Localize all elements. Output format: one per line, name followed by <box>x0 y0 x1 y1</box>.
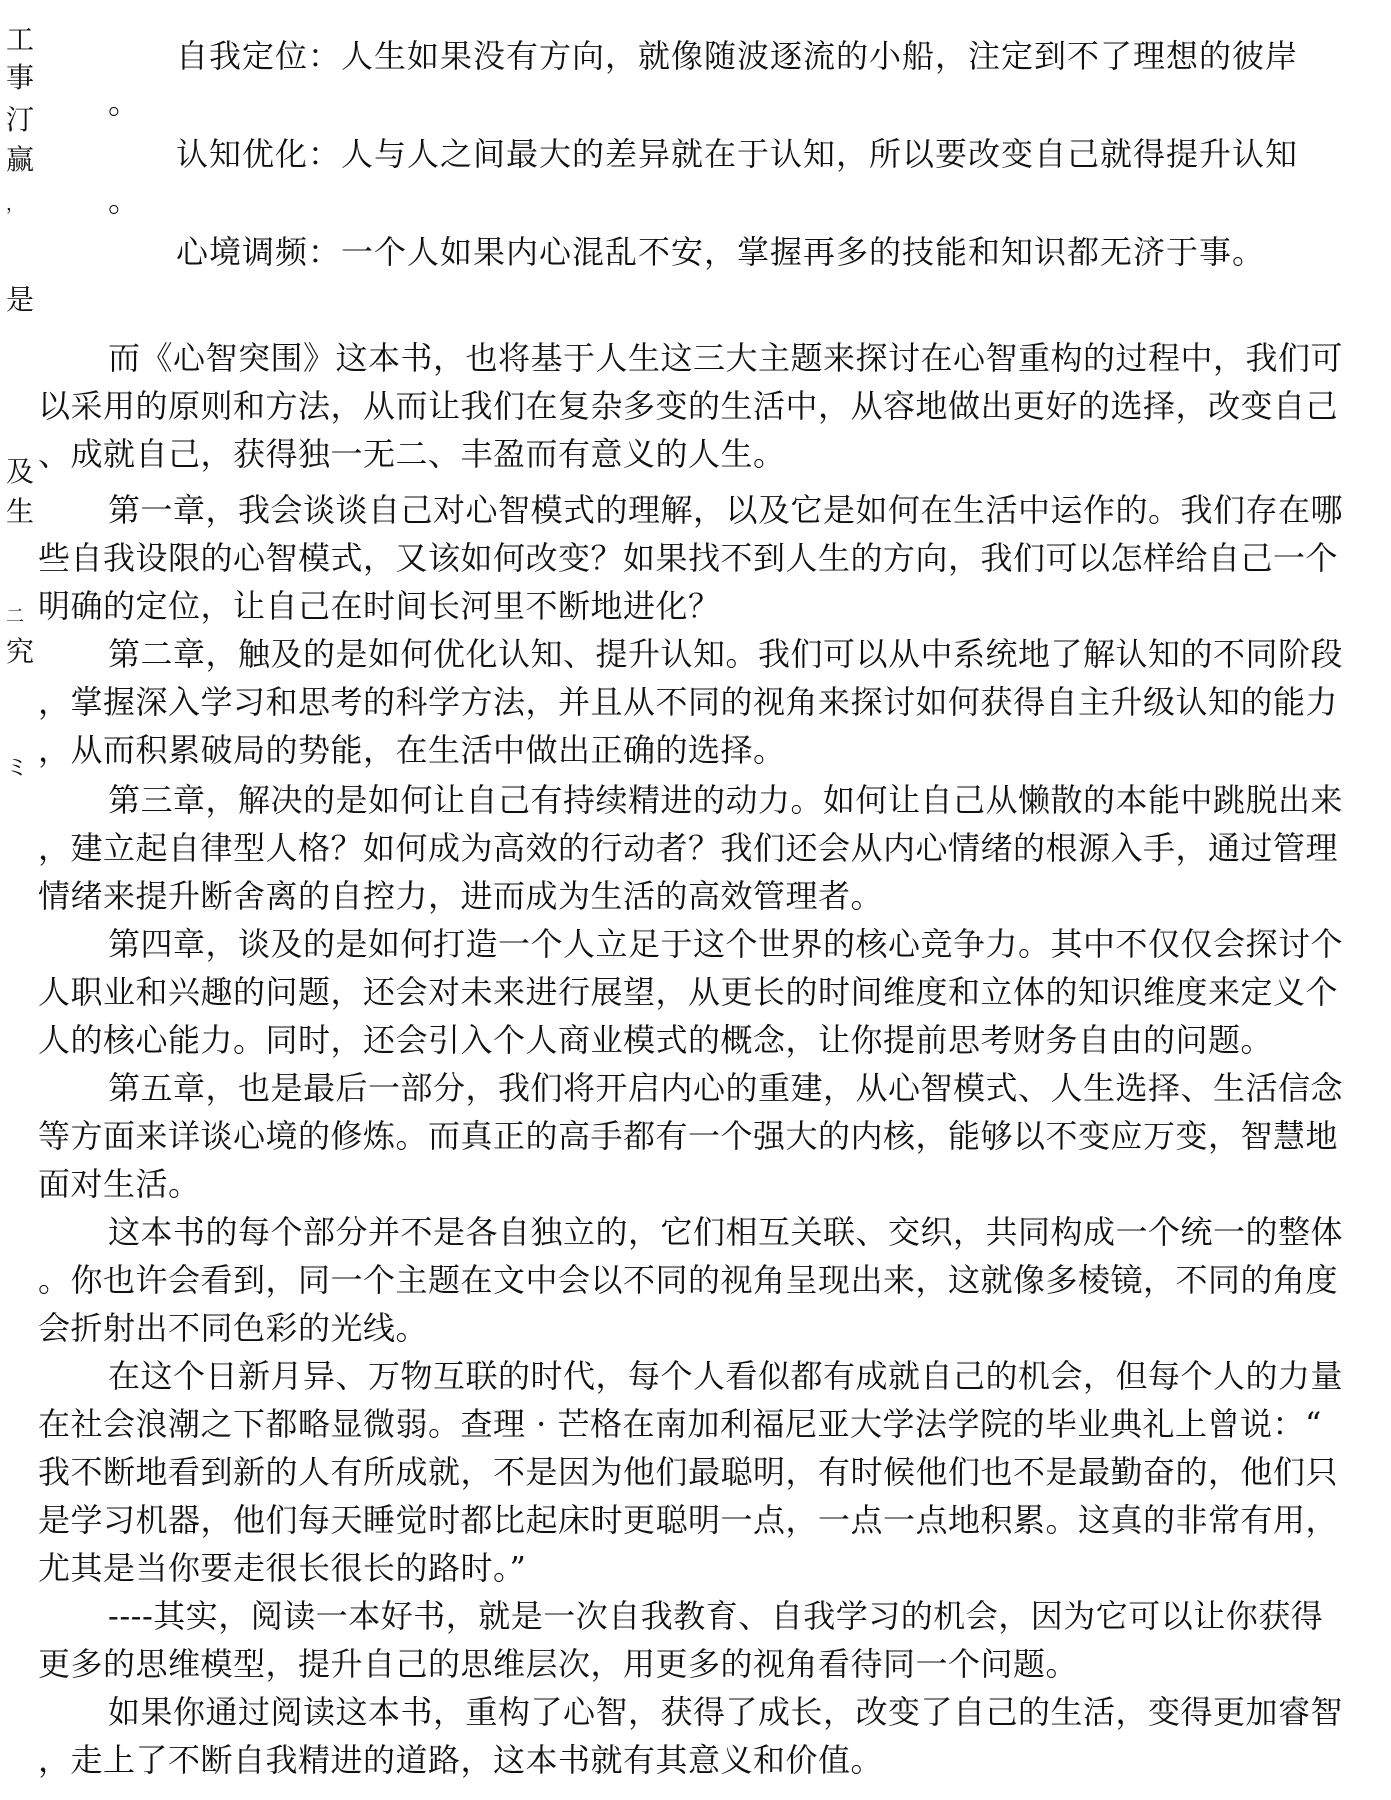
paragraph-reading <box>38 1592 1391 1688</box>
paragraph-chapter-2 <box>38 630 1391 774</box>
margin-fragment: 生 <box>6 495 35 528</box>
paragraph-line: 更多的思维模型，提升自己的思维层次，用更多的视角看待同一个问题。 <box>38 1645 1079 1683</box>
paragraph-line: 、成就自己，获得独一无二、丰盈而有意义的人生。 <box>38 435 786 473</box>
margin-fragment: ミ <box>6 756 29 781</box>
margin-fragment: 赢 <box>6 143 35 176</box>
intro-line-tail: 。 <box>108 181 141 219</box>
margin-fragment: 究 <box>6 635 35 668</box>
paragraph-chapter-5 <box>38 1064 1391 1208</box>
margin-fragment: ， <box>6 194 24 215</box>
paragraph-line: ，走上了不断自我精进的道路，这本书就有其意义和价值。 <box>38 1741 884 1779</box>
paragraph-line: 第一章，我会谈谈自己对心智模式的理解，以及它是如何在生活中运作的。我们存在哪 <box>108 491 1344 529</box>
paragraph-line: 在社会浪潮之下都略显微弱。查理 · 芒格在南加利福尼亚大学法学院的毕业典礼上曾说：“ <box>38 1405 1322 1443</box>
paragraph-line: 些自我设限的心智模式，又该如何改变？如果找不到人生的方向，我们可以怎样给自己一个 <box>38 539 1339 577</box>
intro-line-mindset: 心境调频：一个人如果内心混乱不安，掌握再多的技能和知识都无济于事。 <box>176 233 1266 271</box>
paragraph-line: ----其实，阅读一本好书，就是一次自我教育、自我学习的机会，因为它可以让你获得 <box>108 1597 1324 1635</box>
margin-fragment: 是 <box>6 283 35 316</box>
paragraph-line: 如果你通过阅读这本书，重构了心智，获得了成长，改变了自己的生活，变得更加睿智 <box>108 1693 1344 1731</box>
paragraph-line: 人的核心能力。同时，还会引入个人商业模式的概念，让你提前思考财务自由的问题。 <box>38 1021 1274 1059</box>
paragraph-line: ，掌握深入学习和思考的科学方法，并且从不同的视角来探讨如何获得自主升级认知的能力 <box>38 683 1339 721</box>
paragraph-chapter-1 <box>38 486 1391 630</box>
paragraph-line: ，从而积累破局的势能，在生活中做出正确的选择。 <box>38 731 786 769</box>
margin-fragment: 工 <box>6 23 35 56</box>
paragraph-line: 等方面来详谈心境的修炼。而真正的高手都有一个强大的内核，能够以不变应万变，智慧地 <box>38 1117 1339 1155</box>
paragraph-chapter-3 <box>38 776 1391 920</box>
intro-line-cognition: 认知优化：人与人之间最大的差异就在于认知，所以要改变自己就得提升认知 <box>176 135 1299 173</box>
paragraph-line: 尤其是当你要走很长很长的路时。” <box>38 1549 527 1587</box>
paragraph-structure <box>38 1208 1391 1352</box>
paragraph-line: 以采用的原则和方法，从而让我们在复杂多变的生活中，从容地做出更好的选择，改变自己 <box>38 387 1339 425</box>
paragraph-line: 人职业和兴趣的问题，还会对未来进行展望，从更长的时间维度和立体的知识维度来定义个 <box>38 973 1339 1011</box>
paragraph-line: 在这个日新月异、万物互联的时代，每个人看似都有成就自己的机会，但每个人的力量 <box>108 1357 1344 1395</box>
paragraph-line: 。你也许会看到，同一个主题在文中会以不同的视角呈现出来，这就像多棱镜，不同的角度 <box>38 1261 1339 1299</box>
paragraph-line: 第二章，触及的是如何优化认知、提升认知。我们可以从中系统地了解认知的不同阶段 <box>108 635 1344 673</box>
paragraph-line: 是学习机器，他们每天睡觉时都比起床时更聪明一点，一点一点地积累。这真的非常有用， <box>38 1501 1339 1539</box>
paragraph-closing <box>38 1688 1391 1784</box>
paragraph-line: ，建立起自律型人格？如何成为高效的行动者？我们还会从内心情绪的根源入手，通过管理 <box>38 829 1339 867</box>
paragraph-munger-quote <box>38 1352 1391 1592</box>
margin-fragment: 事 <box>6 61 35 94</box>
paragraph-line: 面对生活。 <box>38 1165 201 1203</box>
margin-fragment: 二 <box>6 606 24 627</box>
paragraph-line: 第四章，谈及的是如何打造一个人立足于这个世界的核心竞争力。其中不仅仅会探讨个 <box>108 925 1344 963</box>
intro-line-tail: 。 <box>108 83 141 121</box>
margin-fragment: 及 <box>6 455 35 488</box>
paragraph-line: 第三章，解决的是如何让自己有持续精进的动力。如何让自己从懒散的本能中跳脱出来 <box>108 781 1344 819</box>
paragraph-line: 情绪来提升断舍离的自控力，进而成为生活的高效管理者。 <box>38 877 884 915</box>
paragraph-chapter-4 <box>38 920 1391 1064</box>
paragraph-line: 会折射出不同色彩的光线。 <box>38 1309 429 1347</box>
paragraph-line: 第五章，也是最后一部分，我们将开启内心的重建，从心智模式、人生选择、生活信念 <box>108 1069 1344 1107</box>
paragraph-line: 这本书的每个部分并不是各自独立的，它们相互关联、交织，共同构成一个统一的整体 <box>108 1213 1344 1251</box>
paragraph-line: 明确的定位，让自己在时间长河里不断地进化？ <box>38 587 721 625</box>
paragraph-line: 而《心智突围》这本书，也将基于人生这三大主题来探讨在心智重构的过程中，我们可 <box>108 339 1344 377</box>
paragraph-line: 我不断地看到新的人有所成就，不是因为他们最聪明，有时候他们也不是最勤奋的，他们只 <box>38 1453 1339 1491</box>
margin-fragment: 汀 <box>6 103 35 136</box>
paragraph-overview <box>38 334 1391 478</box>
intro-line-positioning: 自我定位：人生如果没有方向，就像随波逐流的小船，注定到不了理想的彼岸 <box>176 37 1299 75</box>
